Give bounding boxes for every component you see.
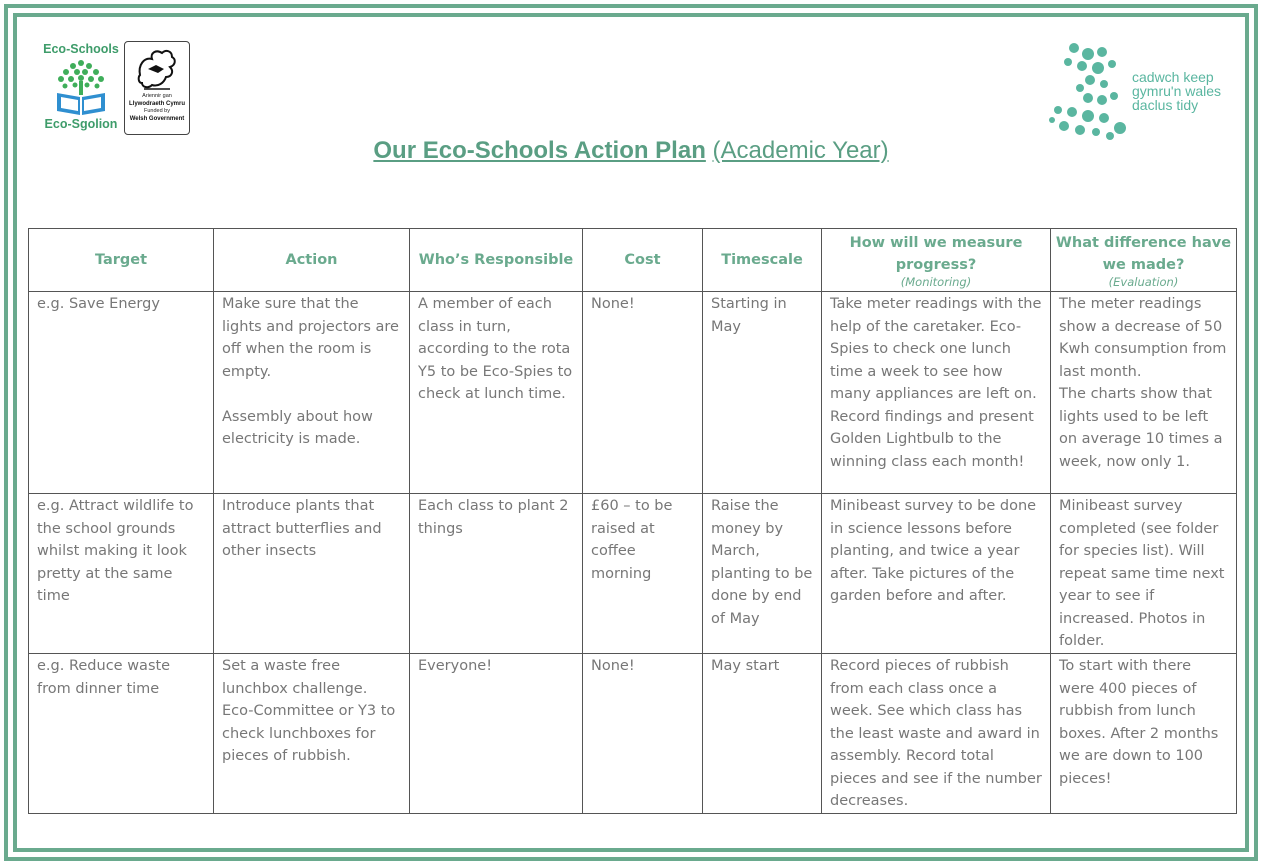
- cell-target: e.g. Attract wildlife to the school grounds whilst making it look pretty at the same time: [29, 494, 214, 654]
- header-cost: Cost: [583, 229, 703, 292]
- wales-map-icon: [1044, 40, 1132, 148]
- cell-responsible: Everyone!: [410, 654, 583, 814]
- eco-schools-logo-text: Eco-Schools: [43, 42, 119, 56]
- cell-responsible: Each class to plant 2 things: [410, 494, 583, 654]
- header-difference: What difference have we made? (Evaluation): [1051, 229, 1237, 292]
- header-evaluation-note: (Evaluation): [1108, 274, 1179, 289]
- header-timescale: Timescale: [703, 229, 822, 292]
- cell-difference: The meter readings show a decrease of 50 Kwh consumption from last month. The charts show that lights used to be left on average 10 times a week, now only 1.: [1051, 292, 1237, 494]
- cell-target: e.g. Save Energy: [29, 292, 214, 494]
- header-responsible: Who’s Responsible: [410, 229, 583, 292]
- cell-action: Introduce plants that attract butterflies and other insects: [214, 494, 410, 654]
- cell-cost: None!: [583, 292, 703, 494]
- eco-schools-tree-icon: [51, 57, 111, 117]
- table-row: [29, 494, 1237, 654]
- page-title-main: Our Eco-Schools Action Plan: [373, 137, 706, 164]
- eco-schools-logo: [42, 42, 120, 132]
- cell-responsible: A member of each class in turn, according to the rota Y5 to be Eco-Spies to check at lunch time.: [410, 292, 583, 494]
- cell-measure: Take meter readings with the help of the caretaker. Eco-Spies to check one lunch time a week to see how many appliances are left on. Record findings and present Golden Lightbulb to the winning class each month!: [822, 292, 1051, 494]
- eco-sgolion-logo-text: Eco-Sgolion: [44, 117, 118, 131]
- header-action: Action: [214, 229, 410, 292]
- action-plan-table: [28, 228, 1237, 814]
- header-measure-progress: How will we measure progress? (Monitoring): [822, 229, 1051, 292]
- welsh-government-funded-welsh: Ariennir gan: [142, 93, 172, 99]
- cell-cost: £60 – to be raised at coffee morning: [583, 494, 703, 654]
- page-title: [0, 137, 1262, 165]
- welsh-government-funded-english: Funded by: [144, 108, 170, 114]
- keep-wales-tidy-logo: [1044, 40, 1234, 148]
- cell-difference: To start with there were 400 pieces of rubbish from lunch boxes. After 2 months we are down to 100 pieces!: [1051, 654, 1237, 814]
- table-row: [29, 292, 1237, 494]
- cell-timescale: May start: [703, 654, 822, 814]
- cell-target: e.g. Reduce waste from dinner time: [29, 654, 214, 814]
- cell-measure: Minibeast survey to be done in science lessons before planting, and twice a year after. Take pictures of the garden before and after.: [822, 494, 1051, 654]
- cell-timescale: Starting in May: [703, 292, 822, 494]
- dragon-icon: [134, 45, 180, 93]
- header-monitoring-note: (Monitoring): [900, 274, 972, 289]
- cell-measure: Record pieces of rubbish from each class once a week. See which class has the least waste and award in assembly. Record total pieces and see if the number decreases.: [822, 654, 1051, 814]
- welsh-government-logo: [124, 41, 190, 135]
- cell-difference: Minibeast survey completed (see folder for species list). Will repeat same time next year to see if increased. Photos in folder.: [1051, 494, 1237, 654]
- table-row: [29, 654, 1237, 814]
- table-header-row: [29, 229, 1237, 292]
- cell-action: Set a waste free lunchbox challenge. Eco-Committee or Y3 to check lunchboxes for pieces of rubbish.: [214, 654, 410, 814]
- cell-timescale: Raise the money by March, planting to be done by end of May: [703, 494, 822, 654]
- welsh-government-name-english: Welsh Government: [129, 116, 185, 122]
- kwt-line-1: cadwch keep: [1132, 69, 1214, 85]
- welsh-government-name-welsh: Llywodraeth Cymru: [128, 101, 185, 107]
- cell-action: Make sure that the lights and projectors are off when the room is empty. Assembly about how electricity is made.: [214, 292, 410, 494]
- kwt-line-2: gymru'n wales: [1132, 83, 1222, 99]
- keep-wales-tidy-text: [1132, 70, 1221, 112]
- kwt-line-3: daclus tidy: [1132, 97, 1199, 113]
- page-title-sub: (Academic Year): [712, 137, 889, 164]
- header-target: Target: [29, 229, 214, 292]
- cell-cost: None!: [583, 654, 703, 814]
